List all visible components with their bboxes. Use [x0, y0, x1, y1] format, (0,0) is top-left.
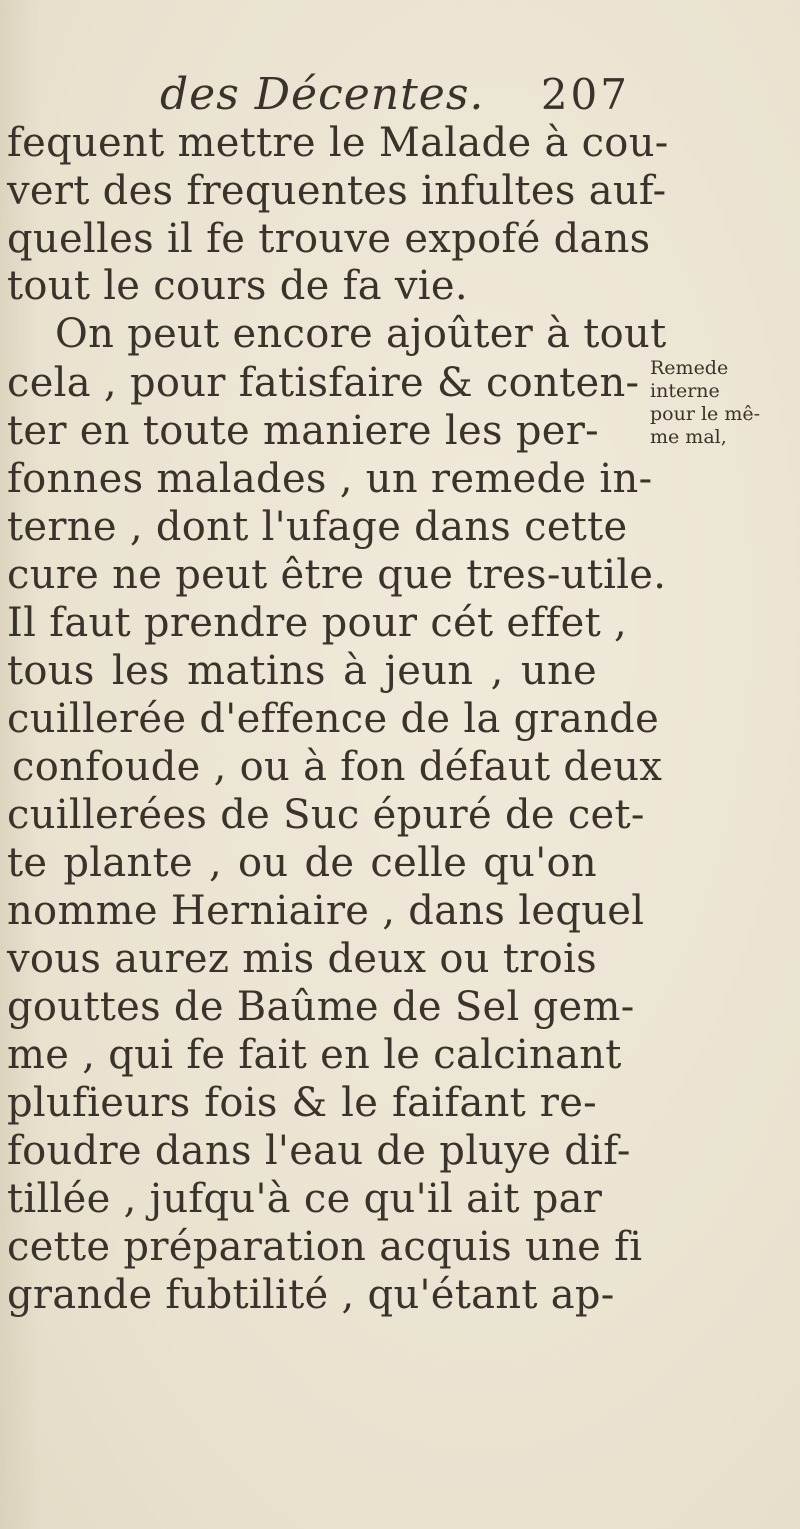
- margin-note-line: interne: [650, 380, 720, 402]
- text-line: quelles il fe trouve expofé dans: [7, 216, 651, 262]
- text-line: cuillerée d'effence de la grande: [7, 696, 660, 742]
- text-line: cette préparation acquis une fi: [7, 1224, 643, 1270]
- text-line: Il faut prendre pour cét effet ,: [7, 600, 627, 646]
- text-line: te plante , ou de celle qu'on: [7, 840, 597, 886]
- page-number: 207: [540, 70, 630, 119]
- text-line: tous les matins à jeun , une: [7, 648, 597, 694]
- text-line: nomme Herniaire , dans lequel: [7, 888, 645, 934]
- running-title: des Décentes.: [160, 69, 485, 120]
- text-line: me , qui fe fait en le calcinant: [7, 1032, 622, 1078]
- text-line: plufieurs fois & le faifant re-: [7, 1080, 597, 1126]
- running-head: [160, 70, 630, 120]
- text-line: foudre dans l'eau de pluye dif-: [7, 1128, 631, 1174]
- text-line: cuillerées de Suc épuré de cet-: [7, 792, 645, 838]
- text-line: grande fubtilité , qu'étant ap-: [7, 1272, 615, 1318]
- text-line: gouttes de Baûme de Sel gem-: [7, 984, 635, 1030]
- text-line: vert des frequentes infultes auf-: [7, 168, 667, 214]
- text-line: tout le cours de fa vie.: [7, 263, 468, 309]
- text-line: cure ne peut être que tres-utile.: [7, 552, 667, 598]
- text-line: vous aurez mis deux ou trois: [7, 936, 597, 982]
- margin-note-line: pour le mê-: [650, 403, 761, 425]
- text-line: cela , pour fatisfaire & conten-: [7, 360, 640, 406]
- text-line: On peut encore ajoûter à tout: [55, 311, 667, 357]
- margin-note-line: Remede: [650, 357, 729, 379]
- text-line: tillée , jufqu'à ce qu'il ait par: [7, 1176, 603, 1222]
- text-line: fonnes malades , un remede in-: [7, 456, 653, 502]
- text-line: fequent mettre le Malade à cou-: [7, 120, 669, 166]
- text-line: confoude , ou à fon défaut deux: [12, 744, 663, 790]
- margin-note: [650, 357, 790, 449]
- margin-note-line: me mal,: [650, 426, 727, 448]
- text-line: terne , dont l'ufage dans cette: [7, 504, 628, 550]
- text-line: ter en toute maniere les per-: [7, 408, 599, 454]
